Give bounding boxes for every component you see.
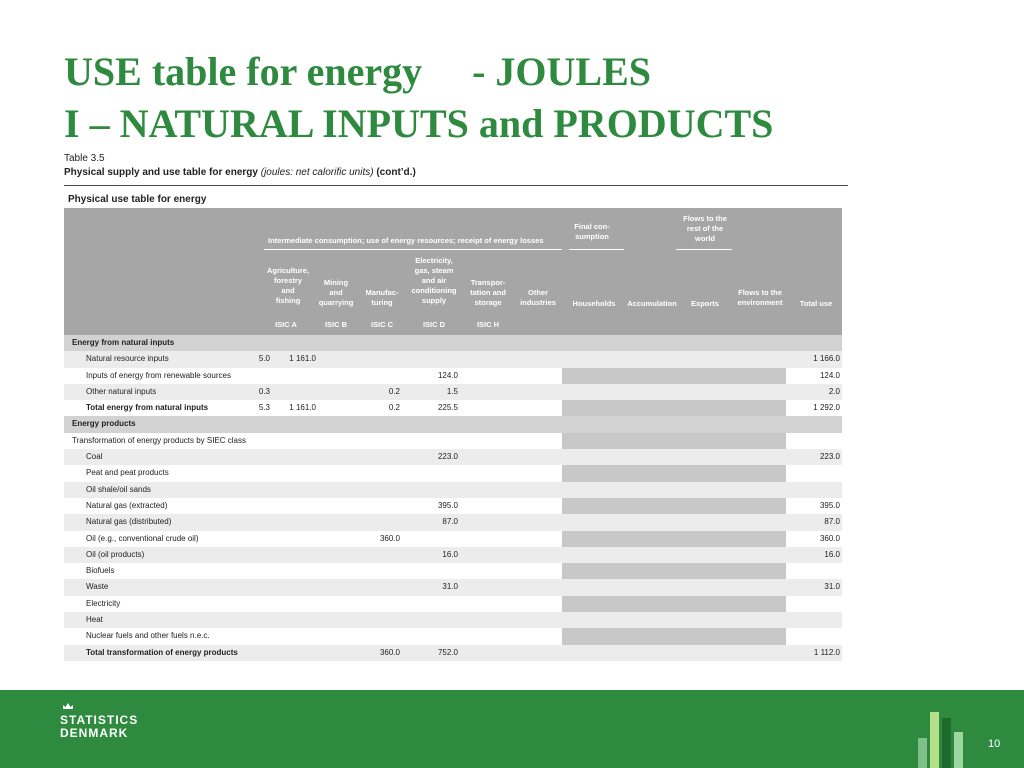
table-row (64, 368, 842, 384)
table-row (64, 514, 842, 530)
header-final-underline (569, 249, 624, 250)
row-label: Energy from natural inputs (72, 338, 175, 347)
header-isic-b: ISIC B (324, 320, 348, 329)
caption-divider (64, 185, 848, 186)
cell-elec: 752.0 (437, 647, 458, 657)
header-col-other: Other industries (520, 288, 556, 307)
row-label: Oil (e.g., conventional crude oil) (86, 533, 199, 543)
table-subtitle: Physical use table for energy (68, 194, 207, 205)
cell-elec: 124.0 (437, 370, 458, 380)
cell-manuf: 360.0 (379, 647, 400, 657)
cell-manuf: 360.0 (379, 533, 400, 543)
statistics-denmark-logo (60, 714, 138, 740)
cell-total: 1 292.0 (813, 403, 840, 413)
table-row (64, 351, 842, 367)
table-row (64, 612, 842, 628)
header-col-total: Total use (799, 299, 833, 308)
row-label: Biofuels (86, 566, 115, 576)
cell-elec: 395.0 (437, 500, 458, 510)
table-row (64, 563, 842, 579)
page-number: 10 (988, 738, 1001, 750)
cell-agri: 5.0 (258, 354, 270, 364)
table-row (64, 498, 842, 514)
cell-total: 124.0 (819, 370, 840, 380)
header-isic-h: ISIC H (476, 320, 500, 329)
cell-agri: 5.3 (258, 403, 270, 413)
row-label: Heat (86, 615, 103, 625)
header-col-manuf: Manufac- turing (365, 288, 399, 307)
cell-total: 16.0 (824, 549, 840, 559)
header-col-mining: Mining and quarrying (318, 278, 354, 307)
table-row (64, 465, 842, 481)
table-contd: (cont’d.) (376, 167, 416, 178)
header-isic-c: ISIC C (370, 320, 394, 329)
table-row (64, 596, 842, 612)
cell-total: 1 112.0 (813, 647, 840, 657)
row-label: Natural gas (extracted) (86, 500, 168, 510)
header-isic-a: ISIC A (275, 320, 297, 329)
cell-elec: 223.0 (437, 452, 458, 462)
table-row (64, 645, 842, 661)
logo-line-1: STATISTICS (60, 713, 139, 727)
row-label: Peat and peat products (86, 468, 169, 478)
cell-total: 87.0 (824, 517, 840, 527)
row-label: Electricity (86, 598, 121, 608)
cell-elec: 31.0 (442, 582, 458, 592)
footer-bar (0, 690, 1024, 768)
table-header (64, 208, 842, 335)
row-label: Oil (oil products) (86, 549, 145, 559)
table-row (64, 482, 842, 498)
table-row (64, 433, 842, 449)
table-row (64, 579, 842, 595)
header-col-exports: Exports (691, 299, 719, 308)
cell-total: 360.0 (819, 533, 840, 543)
table-row (64, 384, 842, 400)
header-col-accumulation: Accumulation (627, 299, 677, 308)
cell-elec: 16.0 (442, 549, 458, 559)
table-row (64, 400, 842, 416)
cell-mining: 1 161.0 (289, 403, 316, 413)
cell-total: 395.0 (819, 500, 840, 510)
row-label: Other natural inputs (86, 386, 157, 396)
row-label: Energy products (72, 419, 136, 429)
header-col-agri: Agriculture, forestry and fishing (266, 266, 310, 305)
row-label: Total transformation of energy products (86, 647, 238, 657)
table-caption (64, 152, 416, 180)
table-row (64, 547, 842, 563)
table-title (64, 166, 416, 180)
table-row (64, 628, 842, 644)
table-body (64, 335, 842, 661)
table-title-text: Physical supply and use table for energy (64, 167, 258, 178)
bar-chart-icon (918, 708, 966, 768)
cell-total: 223.0 (819, 452, 840, 462)
row-label: Waste (86, 582, 109, 592)
crown-icon (62, 702, 74, 710)
header-isic-d: ISIC D (422, 320, 446, 329)
cell-elec: 1.5 (446, 386, 458, 396)
header-col-elec: Electricity, gas, steam and air conditioning supply (411, 256, 457, 305)
cell-agri: 0.3 (258, 386, 270, 396)
header-col-households: Households (572, 299, 616, 308)
cell-elec: 225.5 (437, 403, 458, 413)
cell-total: 31.0 (824, 582, 840, 592)
header-flows-underline (676, 249, 732, 250)
cell-manuf: 0.2 (388, 403, 400, 413)
header-group-underline (264, 249, 562, 250)
header-col-env: Flows to the environment (737, 288, 783, 307)
table-row (64, 449, 842, 465)
cell-total: 1 166.0 (813, 354, 840, 364)
slide-title: USE table for energy - JOULES I – NATURAL INPUTS and PRODUCTS (64, 49, 774, 146)
use-table (64, 208, 842, 661)
cell-total: 2.0 (828, 386, 840, 396)
row-label: Coal (86, 452, 103, 462)
row-label: Total energy from natural inputs (86, 403, 209, 413)
header-flows-group: Flows to the rest of the world (683, 214, 727, 243)
logo-line-2: DENMARK (60, 726, 129, 740)
table-row (64, 416, 842, 432)
row-label: Inputs of energy from renewable sources (86, 370, 231, 380)
row-label: Oil shale/oil sands (86, 484, 151, 494)
row-label: Natural gas (distributed) (86, 517, 172, 527)
row-label: Natural resource inputs (86, 354, 169, 364)
header-col-transport: Transpor- tation and storage (470, 278, 506, 307)
cell-mining: 1 161.0 (289, 354, 316, 364)
cell-manuf: 0.2 (388, 386, 400, 396)
table-row (64, 335, 842, 351)
table-row (64, 531, 842, 547)
row-label: Nuclear fuels and other fuels n.e.c. (86, 631, 210, 641)
table-number: Table 3.5 (64, 153, 105, 164)
header-final-group: Final con- sumption (574, 222, 610, 241)
header-intermediate-group: Intermediate consumption; use of energy resources; receipt of energy losses (268, 236, 544, 245)
row-label: Transformation of energy products by SIEC class (72, 435, 246, 445)
cell-elec: 87.0 (442, 517, 458, 527)
table-units: (joules: net calorific units) (260, 167, 374, 178)
